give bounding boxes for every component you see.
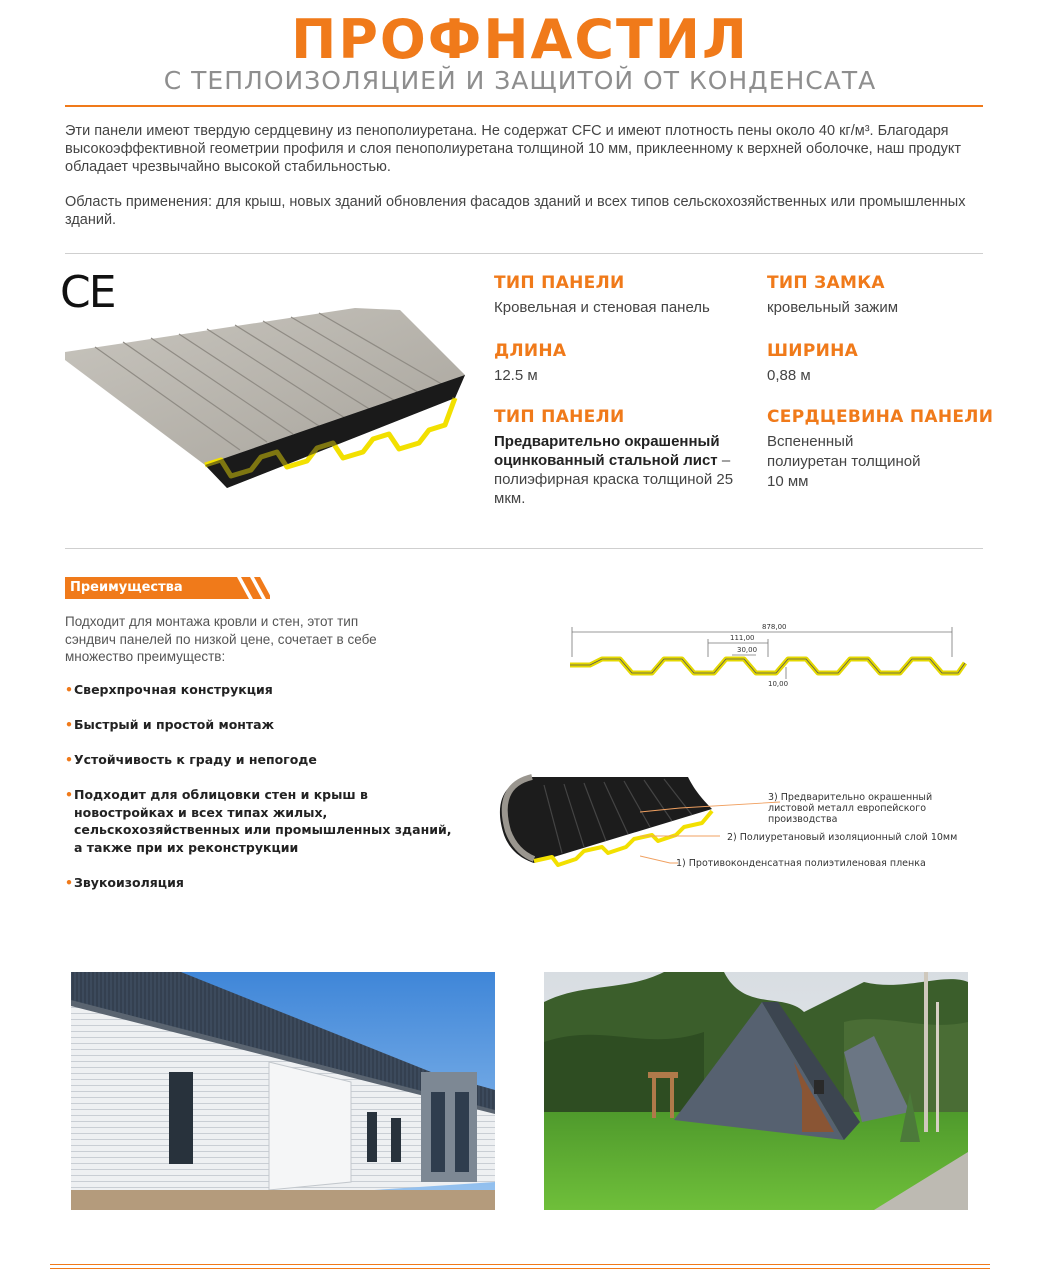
layer-label-3 — [768, 792, 958, 825]
layer-label-1: 1) Противоконденсатная полиэтиленовая пленка — [676, 858, 926, 869]
spec-panel-type — [494, 272, 764, 317]
spec-value: кровельный зажим — [767, 299, 899, 316]
spec-panel-material — [494, 406, 734, 508]
list-item-text: Сверхпрочная конструкция — [74, 682, 273, 697]
spec-heading: ДЛИНА — [494, 341, 567, 361]
spec-heading: ШИРИНА — [767, 341, 859, 361]
spec-value-rest: – полиэфирная краска толщиной 25 мкм. — [494, 452, 734, 507]
list-item: • Сверхпрочная конструкция — [65, 682, 273, 697]
layer-label-2: 2) Полиуретановый изоляционный слой 10мм — [727, 832, 958, 843]
spec-value-bold: Предварительно окрашенный оцинкованный стальной лист — [494, 433, 720, 469]
advantages-intro: Подходит для монтажа кровли и стен, этот тип сэндвич панелей по низкой цене, сочетает в себе множество преимуществ: — [65, 614, 377, 664]
footer-rule — [50, 1268, 990, 1269]
spec-value — [494, 432, 734, 508]
profile-dimension-drawing — [560, 615, 980, 695]
dim-rib: 30,00 — [737, 646, 758, 654]
list-item-text: Устойчивость к граду и непогоде — [74, 752, 317, 767]
page-title: ПРОФНАСТИЛ — [291, 8, 749, 71]
photo-industrial-building — [71, 972, 495, 1210]
footer-rule — [50, 1264, 990, 1265]
spec-width — [767, 340, 1037, 385]
ce-mark: CE — [60, 267, 115, 318]
layer-label-text: 3) Предварительно окрашенный листовой металл европейского производства — [768, 792, 933, 825]
intro-paragraph: Эти панели имеют твердую сердцевину из пенополиуретана. Не содержат CFC и имеют плотность пены около 40 кг/м³. Благодаря высокоэффективной геометрии профиля и слоя пенополиуретана толщиной 10 мм, приклеенному к верхней оболочке, наш продукт обладает чрезвычайно высокой стабильностью. — [65, 123, 961, 175]
photo-a-frame-houses — [544, 972, 968, 1210]
section-divider — [65, 548, 983, 549]
advantages-list — [65, 681, 485, 909]
spec-value: Вспененный полиуретан толщиной 10 мм — [767, 433, 921, 490]
list-item-text: Подходит для облицовки стен и крыш в новостройках и всех типах жилых, сельскохозяйственных или промышленных зданий, а также при их реконструкции — [74, 787, 452, 855]
spec-heading: СЕРДЦЕВИНА ПАНЕЛИ — [767, 407, 994, 427]
list-item: • Устойчивость к граду и непогоде — [65, 752, 317, 767]
spec-lock-type — [767, 272, 1037, 317]
advantages-badge — [65, 577, 270, 599]
spec-value: Кровельная и стеновая панель — [494, 299, 710, 316]
badge-label: Преимущества — [70, 580, 183, 595]
list-item: • Подходит для облицовки стен и крыш в новостройках и всех типах жилых, сельскохозяйственных или промышленных зданий, а также при их реконструкции — [65, 787, 452, 855]
spec-value: 0,88 м — [767, 367, 811, 384]
spec-heading: ТИП ЗАМКА — [767, 273, 885, 293]
list-item-text: Быстрый и простой монтаж — [74, 717, 275, 732]
page-subtitle: С ТЕПЛОИЗОЛЯЦИЕЙ И ЗАЩИТОЙ ОТ КОНДЕНСАТА — [163, 66, 877, 95]
section-divider — [65, 253, 983, 254]
dim-thickness: 10,00 — [768, 680, 789, 688]
spec-length — [494, 340, 764, 385]
panel-illustration — [55, 300, 475, 520]
list-item-text: Звукоизоляция — [74, 874, 184, 890]
intro-paragraph: Область применения: для крыш, новых зданий обновления фасадов зданий и всех типов сельскохозяйственных или промышленных зданий. — [65, 194, 966, 228]
intro-text — [65, 122, 980, 246]
spec-heading: ТИП ПАНЕЛИ — [494, 273, 625, 293]
spec-core — [767, 406, 1007, 492]
spec-heading: ТИП ПАНЕЛИ — [494, 407, 625, 427]
list-item: • Быстрый и простой монтаж — [65, 717, 275, 732]
list-item: • Звукоизоляция — [65, 874, 184, 890]
header-divider — [65, 105, 983, 107]
dim-total: 878,00 — [762, 623, 787, 631]
panel-top-sheet — [65, 308, 465, 465]
spec-value: 12.5 м — [494, 367, 538, 384]
dim-pitch: 111,00 — [730, 634, 755, 642]
